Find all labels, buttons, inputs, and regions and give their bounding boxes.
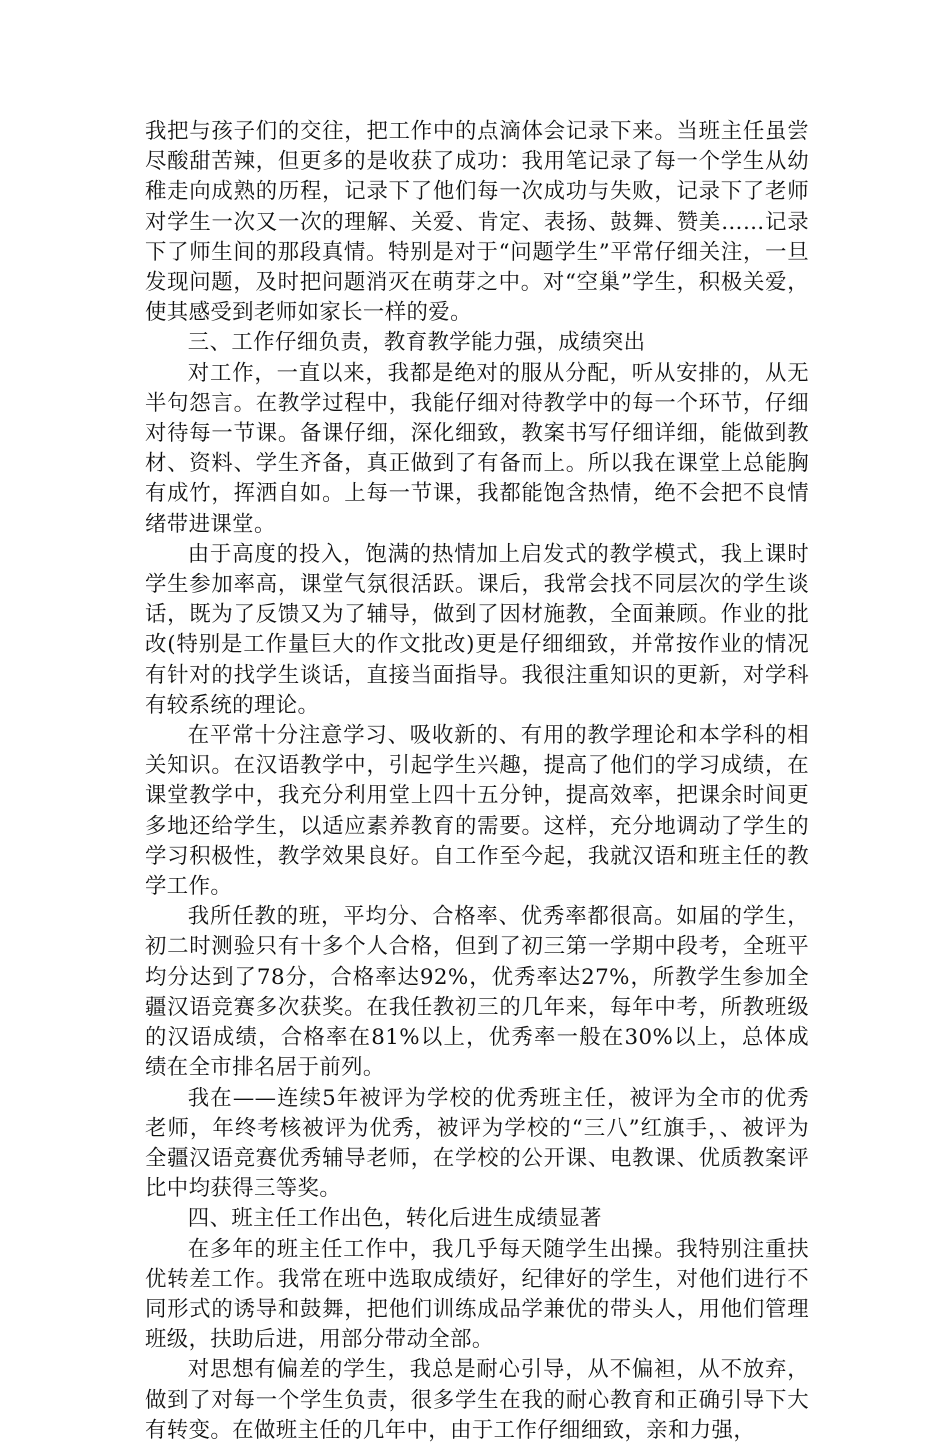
paragraph: 由于高度的投入，饱满的热情加上启发式的教学模式，我上课时学生参加率高，课堂气氛很活跃。课后，我常会找不同层次的学生谈话，既为了反馈又为了辅导，做到了因材施教，全面兼顾。作业的批改(特别是工作量巨大的作文批改)更是仔细细致，并常按作业的情况有针对的找学生谈话，直接当面指导。我很注重知识的更新，对学科有较系统的理论。 — [145, 541, 809, 718]
paragraph: 在多年的班主任工作中，我几乎每天随学生出操。我特别注重扶优转差工作。我常在班中选取成绩好，纪律好的学生，对他们进行不同形式的诱导和鼓舞，把他们训练成品学兼优的带头人，用他们管理班级，扶助后进，用部分带动全部。 — [145, 1236, 809, 1353]
document-body — [145, 117, 809, 1446]
paragraph: 对思想有偏差的学生，我总是耐心引导，从不偏袒，从不放弃，做到了对每一个学生负责，很多学生在我的耐心教育和正确引导下大有转变。在做班主任的几年中，由于工作仔细细致，亲和力强， — [145, 1357, 809, 1443]
paragraph: 我在——连续5年被评为学校的优秀班主任，被评为全市的优秀老师，年终考核被评为优秀，被评为学校的“三八”红旗手，、被评为全疆汉语竞赛优秀辅导老师，在学校的公开课、电教课、优质教案评比中均获得三等奖。 — [145, 1085, 809, 1202]
paragraph: 我把与孩子们的交往，把工作中的点滴体会记录下来。当班主任虽尝尽酸甜苦辣，但更多的是收获了成功：我用笔记录了每一个学生从幼稚走向成熟的历程，记录下了他们每一次成功与失败，记录下了老师对学生一次又一次的理解、关爱、肯定、表扬、鼓舞、赞美……记录下了师生间的那段真情。特别是对于“问题学生”平常仔细关注，一旦发现问题，及时把问题消灭在萌芽之中。对“空巢”学生，积极关爱，使其感受到老师如家长一样的爱。 — [145, 119, 809, 326]
paragraph: 在平常十分注意学习、吸收新的、有用的教学理论和本学科的相关知识。在汉语教学中，引起学生兴趣，提高了他们的学习成绩，在课堂教学中，我充分利用堂上四十五分钟，提高效率，把课余时间更多地还给学生，以适应素养教育的需要。这样，充分地调动了学生的学习积极性，教学效果良好。自工作至今起，我就汉语和班主任的教学工作。 — [145, 723, 809, 900]
paragraph: 对工作，一直以来，我都是绝对的服从分配，听从安排的，从无半句怨言。在教学过程中，我能仔细对待教学中的每一个环节，仔细对待每一节课。备课仔细，深化细致，教案书写仔细详细，能做到教材、资料、学生齐备，真正做到了有备而上。所以我在课堂上总能胸有成竹，挥洒自如。上每一节课，我都能饱含热情，绝不会把不良情绪带进课堂。 — [145, 360, 809, 537]
paragraph: 我所任教的班，平均分、合格率、优秀率都很高。如届的学生，初二时测验只有十多个人合格，但到了初三第一学期中段考，全班平均分达到了78分，合格率达92%，优秀率达27%，所教学生参加全疆汉语竞赛多次获奖。在我任教初三的几年来，每年中考，所教班级的汉语成绩，合格率在81%以上，优秀率一般在30%以上，总体成绩在全市排名居于前列。 — [145, 904, 809, 1081]
section-heading: 三、工作仔细负责，教育教学能力强，成绩突出 — [187, 330, 646, 356]
section-heading: 四、班主任工作出色，转化后进生成绩显著 — [187, 1206, 602, 1232]
